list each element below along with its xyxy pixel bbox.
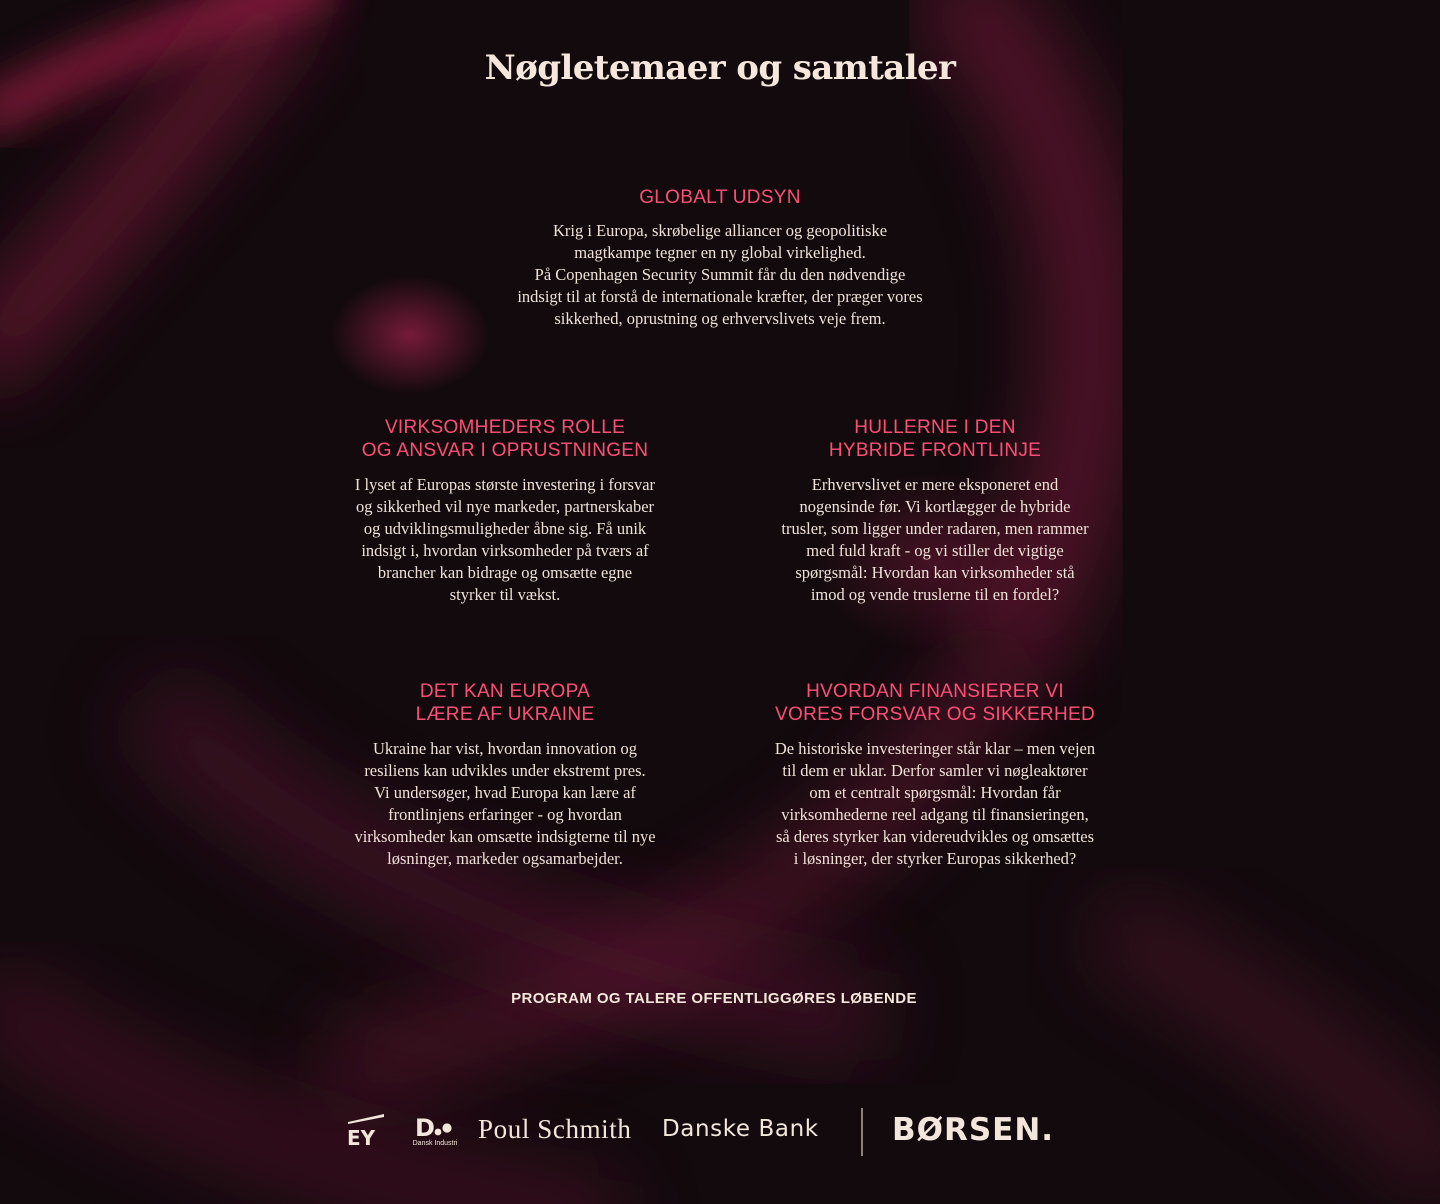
- dansk-industri-logo: [410, 1114, 460, 1150]
- dansk-industri-mark: [415, 1114, 455, 1140]
- theme-body-line: imod og vende truslerne til en fordel?: [810, 585, 1060, 604]
- theme-body-line: med fuld kraft - og vi stiller det vigtige: [806, 541, 1064, 560]
- theme-body-line: indsigt til at forstå de internationale kræfter, der præger vores: [517, 287, 923, 306]
- theme-heading-line: VIRKSOMHEDERS ROLLE: [384, 417, 626, 438]
- theme-body-line: virksomheder kan omsætte indsigterne til nye: [354, 827, 656, 846]
- theme-body-line: spørgsmål: Hvordan kan virksomheder stå: [795, 563, 1075, 582]
- theme-body-line: brancher kan bidrage og omsætte egne: [377, 563, 633, 582]
- theme-global-udsyn: [420, 186, 1020, 330]
- theme-body-line: indsigt i, hvordan virksomheder på tværs af: [361, 541, 649, 560]
- theme-body-line: På Copenhagen Security Summit får du den nødvendige: [534, 265, 906, 284]
- theme-body-line: løsninger, markeder ogsamarbejder.: [387, 849, 623, 868]
- danske-bank-logo: Danske Bank: [662, 1116, 819, 1142]
- page-title: Nøgletemaer og samtaler: [484, 48, 956, 88]
- theme-heading-line: HYBRIDE FRONTLINJE: [828, 440, 1042, 461]
- partner-divider: [861, 1108, 863, 1156]
- theme-body-line: Ukraine har vist, hvordan innovation og: [373, 739, 637, 758]
- theme-body: [420, 220, 1020, 330]
- borsen-logo: BØRSEN.: [892, 1112, 1055, 1148]
- theme-body-line: virksomhederne reel adgang til finansieringen,: [781, 805, 1089, 824]
- theme-heading: [420, 186, 1020, 209]
- theme-heading: [735, 680, 1135, 726]
- theme-heading: [735, 416, 1135, 462]
- theme-body-line: frontlinjens erfaringer - og hvordan: [388, 805, 622, 824]
- poul-schmith-logo: Poul Schmith: [478, 1114, 632, 1144]
- theme-heading-line: HULLERNE I DEN: [854, 417, 1016, 438]
- theme-heading-line: GLOBALT UDSYN: [639, 187, 801, 208]
- theme-heading: [305, 680, 705, 726]
- theme-body-line: trusler, som ligger under radaren, men rammer: [781, 519, 1089, 538]
- theme-body-line: sikkerhed, oprustning og erhvervslivets veje frem.: [554, 309, 886, 328]
- theme-heading-line: HVORDAN FINANSIERER VI: [806, 681, 1064, 702]
- theme-hybride-frontlinje: [735, 416, 1135, 606]
- partner-logos: [0, 1100, 1440, 1170]
- ey-logo-text: EY: [347, 1126, 376, 1146]
- theme-body: [735, 474, 1135, 606]
- theme-body-line: magtkampe tegner en ny global virkelighed.: [574, 243, 866, 262]
- theme-body-line: Erhvervslivet er mere eksponeret end: [811, 475, 1059, 494]
- theme-body-line: og udviklingsmuligheder åbne sig. Få unik: [363, 519, 647, 538]
- theme-body-line: i løsninger, der styrker Europas sikkerhed?: [793, 849, 1077, 868]
- theme-body: [305, 474, 705, 606]
- theme-body-line: nogensinde før. Vi kortlægger de hybride: [799, 497, 1071, 516]
- theme-body-line: I lyset af Europas største investering i forsvar: [354, 475, 656, 494]
- theme-body: [735, 738, 1135, 870]
- theme-laere-af-ukraine: [305, 680, 705, 870]
- theme-body-line: Krig i Europa, skrøbelige alliancer og geopolitiske: [552, 221, 888, 240]
- theme-body-line: og sikkerhed vil nye markeder, partnerskaber: [355, 497, 655, 516]
- theme-heading: [305, 416, 705, 462]
- dansk-industri-text: Dansk Industri: [412, 1140, 458, 1147]
- theme-body-line: til dem er uklar. Derfor samler vi nøgleaktører: [782, 761, 1088, 780]
- theme-body-line: De historiske investeringer står klar – men vejen: [774, 739, 1096, 758]
- theme-body-line: styrker til vækst.: [449, 585, 561, 604]
- dansk-industri-letter: D: [415, 1114, 435, 1140]
- theme-heading-line: VORES FORSVAR OG SIKKERHED: [775, 704, 1095, 725]
- theme-finansiering: [735, 680, 1135, 870]
- theme-body: [305, 738, 705, 870]
- theme-body-line: om et centralt spørgsmål: Hvordan får: [809, 783, 1061, 802]
- theme-heading-line: OG ANSVAR I OPRUSTNINGEN: [361, 440, 649, 461]
- ey-logo: [346, 1106, 386, 1146]
- theme-body-line: Vi undersøger, hvad Europa kan lære af: [374, 783, 636, 802]
- theme-virksomheders-rolle: [305, 416, 705, 606]
- theme-heading-line: DET KAN EUROPA: [419, 681, 591, 702]
- theme-heading-line: LÆRE AF UKRAINE: [415, 704, 595, 725]
- theme-body-line: resiliens kan udvikles under ekstremt pres.: [364, 761, 646, 780]
- theme-body-line: så deres styrker kan videreudvikles og omsættes: [775, 827, 1094, 846]
- program-note: PROGRAM OG TALERE OFFENTLIGGØRES LØBENDE: [511, 990, 917, 1007]
- ey-logo-mark: [346, 1106, 386, 1146]
